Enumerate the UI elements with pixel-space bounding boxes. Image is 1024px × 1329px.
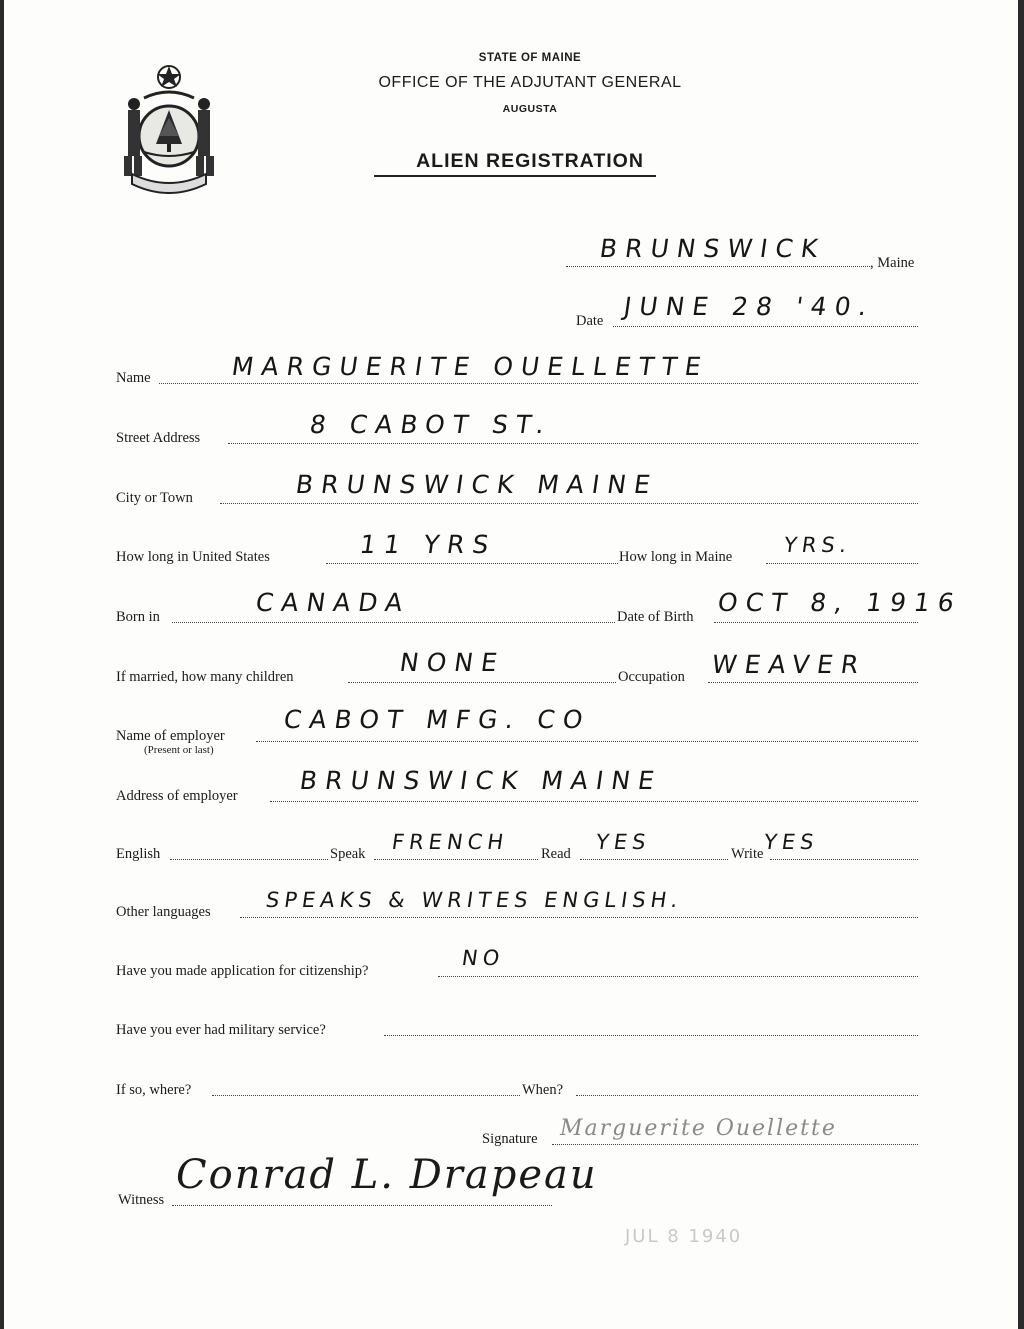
maine-duration-value: YRS. <box>782 533 854 557</box>
form-title: ALIEN REGISTRATION <box>416 150 644 172</box>
children-line <box>348 682 616 683</box>
employer-address-value: BRUNSWICK MAINE <box>297 766 664 795</box>
header-city: AUGUSTA <box>502 103 558 115</box>
dob-line <box>714 622 918 623</box>
write-value: YES <box>762 830 821 854</box>
occupation-label: Occupation <box>618 669 685 685</box>
date-label: Date <box>576 313 604 329</box>
date-line <box>613 326 918 327</box>
town-line <box>566 266 870 267</box>
scan-border-left <box>0 0 4 1329</box>
witness-line <box>172 1205 552 1206</box>
military-label: Have you ever had military service? <box>116 1022 326 1038</box>
employer-value: CABOT MFG. CO <box>281 705 593 734</box>
date-value: JUNE 28 '40. <box>621 292 877 321</box>
us-duration-value: 11 YRS <box>357 530 499 559</box>
read-value: YES <box>594 830 653 854</box>
born-line <box>172 622 615 623</box>
read-label: Read <box>541 846 571 862</box>
header-office: OFFICE OF THE ADJUTANT GENERAL <box>378 74 682 91</box>
children-value: NONE <box>397 648 507 677</box>
employer-address-line <box>270 801 918 802</box>
speak-label: Speak <box>330 846 366 862</box>
signature-value: Marguerite Ouellette <box>560 1116 837 1141</box>
where-label: If so, where? <box>116 1082 192 1098</box>
city-value: BRUNSWICK MAINE <box>293 470 660 499</box>
read-line <box>580 859 728 860</box>
scan-border-right <box>1018 0 1024 1329</box>
street-value: 8 CABOT ST. <box>307 410 555 439</box>
citizenship-line <box>438 976 918 977</box>
city-line <box>220 503 918 504</box>
children-label: If married, how many children <box>116 669 294 685</box>
other-languages-label: Other languages <box>116 904 211 920</box>
name-value: MARGUERITE OUELLETTE <box>229 352 711 381</box>
signature-line <box>552 1144 918 1145</box>
employer-line <box>256 741 918 742</box>
when-label: When? <box>522 1082 564 1098</box>
occupation-line <box>708 682 918 683</box>
write-label: Write <box>731 846 764 862</box>
header-state: STATE OF MAINE <box>478 52 582 64</box>
employer-label: Name of employer <box>116 728 225 744</box>
when-line <box>576 1095 918 1096</box>
name-label: Name <box>116 370 151 386</box>
witness-label: Witness <box>118 1192 165 1208</box>
speak-line <box>374 859 538 860</box>
received-stamp: JUL 8 1940 <box>625 1226 743 1247</box>
occupation-value: WEAVER <box>709 650 869 679</box>
citizenship-label: Have you made application for citizenship? <box>116 963 369 979</box>
english-line <box>170 859 328 860</box>
employer-address-label: Address of employer <box>116 788 238 804</box>
town-suffix: , Maine <box>870 255 915 271</box>
signature-label: Signature <box>482 1131 538 1147</box>
where-line <box>212 1095 520 1096</box>
title-underline <box>374 175 656 177</box>
english-label: English <box>116 846 161 862</box>
dob-value: OCT 8, 1916 <box>715 588 964 617</box>
military-line <box>384 1035 918 1036</box>
maine-duration-label: How long in Maine <box>619 549 733 565</box>
other-languages-line <box>240 917 918 918</box>
born-label: Born in <box>116 609 160 625</box>
born-value: CANADA <box>253 588 413 617</box>
name-line <box>159 383 918 384</box>
other-languages-value: SPEAKS & WRITES ENGLISH. <box>264 888 685 912</box>
citizenship-value: NO <box>460 946 506 970</box>
maine-state-seal-icon <box>114 64 224 194</box>
employer-sublabel: (Present or last) <box>144 744 214 756</box>
write-line <box>770 859 918 860</box>
street-label: Street Address <box>116 430 201 446</box>
dob-label: Date of Birth <box>617 609 694 625</box>
us-duration-label: How long in United States <box>116 549 270 565</box>
speak-value: FRENCH <box>390 830 510 854</box>
maine-duration-line <box>766 563 918 564</box>
city-label: City or Town <box>116 490 193 506</box>
witness-signature: Conrad L. Drapeau <box>176 1152 598 1198</box>
us-duration-line <box>326 563 618 564</box>
town-value: BRUNSWICK <box>597 234 828 263</box>
street-line <box>228 443 918 444</box>
